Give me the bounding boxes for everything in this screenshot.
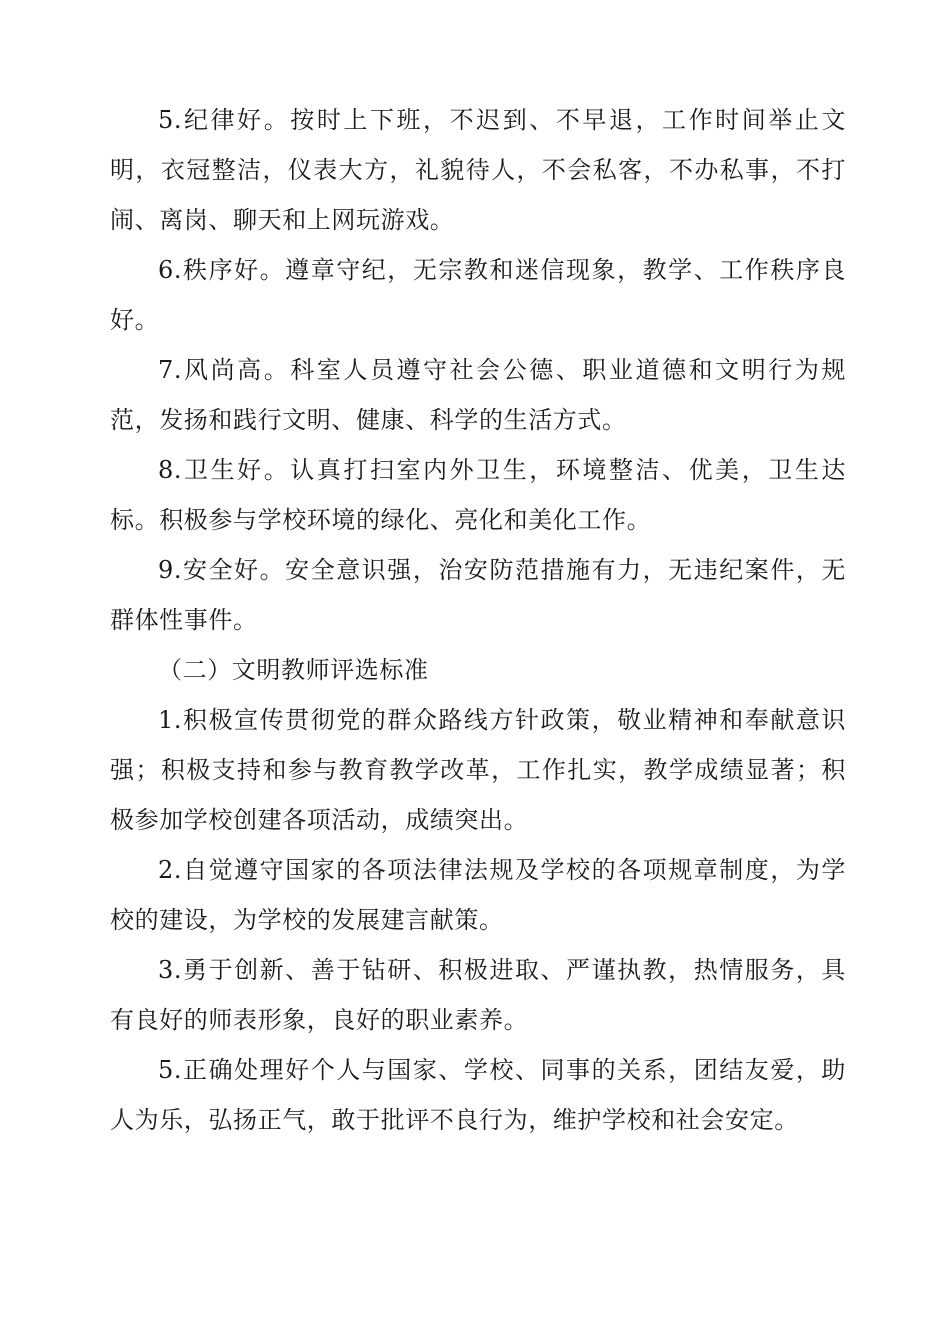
- paragraph-hygiene: 8.卫生好。认真打扫室内外卫生，环境整洁、优美，卫生达标。积极参与学校环境的绿化、亮化和美化工作。: [110, 456, 846, 534]
- section-heading: （二）文明教师评选标准: [158, 656, 429, 684]
- paragraph-criterion-2: 2.自觉遵守国家的各项法律法规及学校的各项规章制度，为学校的建设，为学校的发展建言献策。: [110, 856, 846, 934]
- document-body: [110, 95, 846, 1145]
- paragraph-criterion-5: 5.正确处理好个人与国家、学校、同事的关系，团结友爱，助人为乐，弘扬正气，敢于批评不良行为，维护学校和社会安定。: [110, 1056, 846, 1134]
- paragraph-discipline: 5.纪律好。按时上下班，不迟到、不早退，工作时间举止文明，衣冠整洁，仪表大方，礼貌待人，不会私客，不办私事，不打闹、离岗、聊天和上网玩游戏。: [110, 106, 846, 234]
- paragraph-order: 6.秩序好。遵章守纪，无宗教和迷信现象，教学、工作秩序良好。: [110, 256, 846, 334]
- paragraph-safety: 9.安全好。安全意识强，治安防范措施有力，无违纪案件，无群体性事件。: [110, 556, 846, 634]
- paragraph-conduct: 7.风尚高。科室人员遵守社会公德、职业道德和文明行为规范，发扬和践行文明、健康、科学的生活方式。: [110, 356, 846, 434]
- paragraph-criterion-1: 1.积极宣传贯彻党的群众路线方针政策，敬业精神和奉献意识强；积极支持和参与教育教学改革，工作扎实，教学成绩显著；积极参加学校创建各项活动，成绩突出。: [110, 706, 846, 834]
- paragraph-criterion-3: 3.勇于创新、善于钻研、积极进取、严谨执教，热情服务，具有良好的师表形象，良好的职业素养。: [110, 956, 846, 1034]
